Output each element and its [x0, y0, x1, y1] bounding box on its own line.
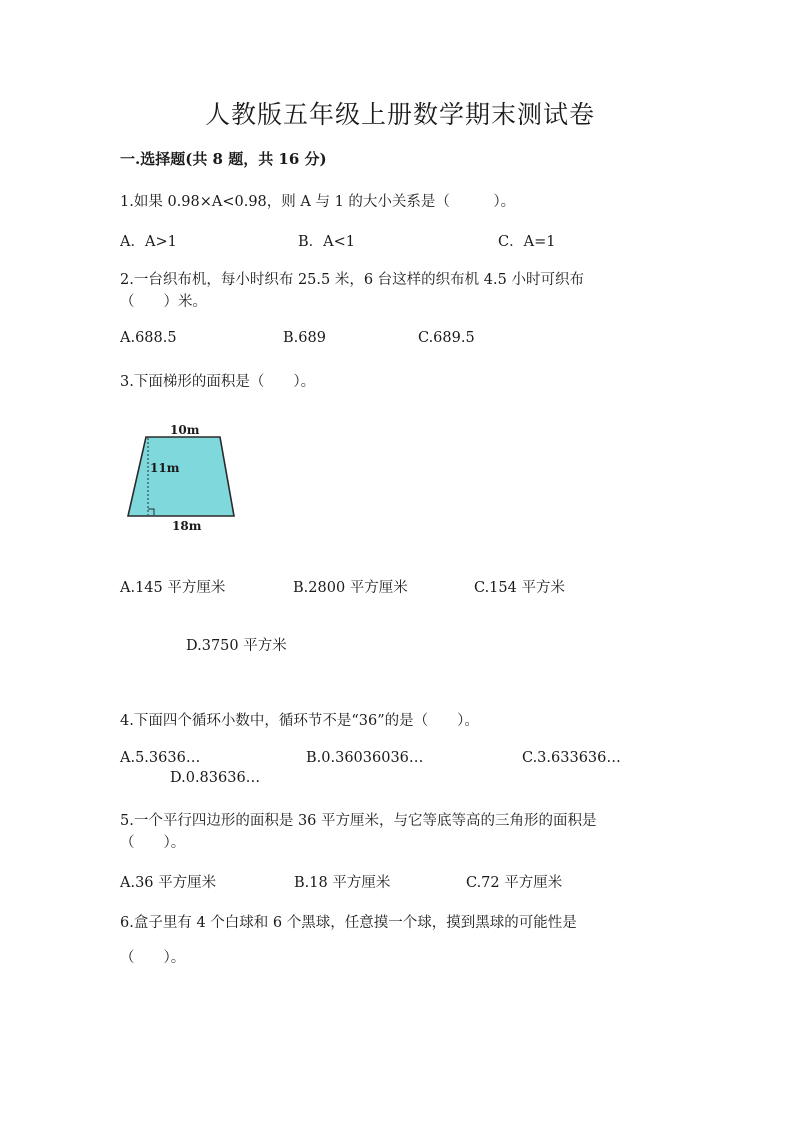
question-2-option-b: B.689 [283, 330, 326, 346]
page-title: 人教版五年级上册数学期末测试卷 [204, 100, 595, 129]
question-1-stem: 1.如果 0.98×A<0.98，则 A 与 1 的大小关系是（ ）。 [120, 194, 516, 210]
top-base-label: 10m [170, 423, 200, 437]
question-3-option-c: C.154 平方米 [474, 580, 565, 596]
question-1-option-b: B．A<1 [298, 234, 356, 250]
question-4-stem: 4.下面四个循环小数中，循环节不是“36”的是（ ）。 [120, 713, 479, 729]
question-2-stem-line2: （ ）米。 [120, 294, 207, 310]
question-3-option-a: A.145 平方厘米 [120, 580, 226, 596]
question-4-option-b: B.0.36036036… [306, 750, 424, 766]
trapezoid-figure [124, 420, 244, 532]
height-label: 11m [150, 461, 180, 475]
question-4-option-a: A.5.3636… [120, 750, 201, 766]
question-6-stem-line2: （ ）。 [120, 950, 186, 966]
question-3-option-d: D.3750 平方米 [186, 638, 287, 654]
bottom-base-label: 18m [172, 519, 202, 532]
question-2-option-c: C.689.5 [418, 330, 475, 346]
question-5-option-c: C.72 平方厘米 [466, 875, 563, 891]
question-2-option-a: A.688.5 [120, 330, 177, 346]
question-1-option-c: C．A=1 [498, 234, 556, 250]
question-5-stem-line2: （ ）。 [120, 835, 186, 851]
question-4-option-d: D.0.83636… [170, 770, 261, 786]
question-1-option-a: A．A>1 [120, 234, 177, 250]
trapezoid-shape [128, 437, 234, 516]
question-4-option-c: C.3.633636… [522, 750, 621, 766]
question-6-stem-line1: 6.盒子里有 4 个白球和 6 个黑球，任意摸一个球，摸到黑球的可能性是 [120, 915, 577, 931]
section-heading: 一.选择题(共 8 题，共 16 分) [120, 150, 327, 168]
question-5-stem-line1: 5.一个平行四边形的面积是 36 平方厘米，与它等底等高的三角形的面积是 [120, 813, 597, 829]
question-5-option-a: A.36 平方厘米 [120, 875, 217, 891]
question-2-stem-line1: 2.一台织布机，每小时织布 25.5 米，6 台这样的织布机 4.5 小时可织布 [120, 272, 584, 288]
question-5-option-b: B.18 平方厘米 [294, 875, 391, 891]
question-3-option-b: B.2800 平方厘米 [293, 580, 408, 596]
question-3-stem: 3.下面梯形的面积是（ ）。 [120, 374, 316, 390]
